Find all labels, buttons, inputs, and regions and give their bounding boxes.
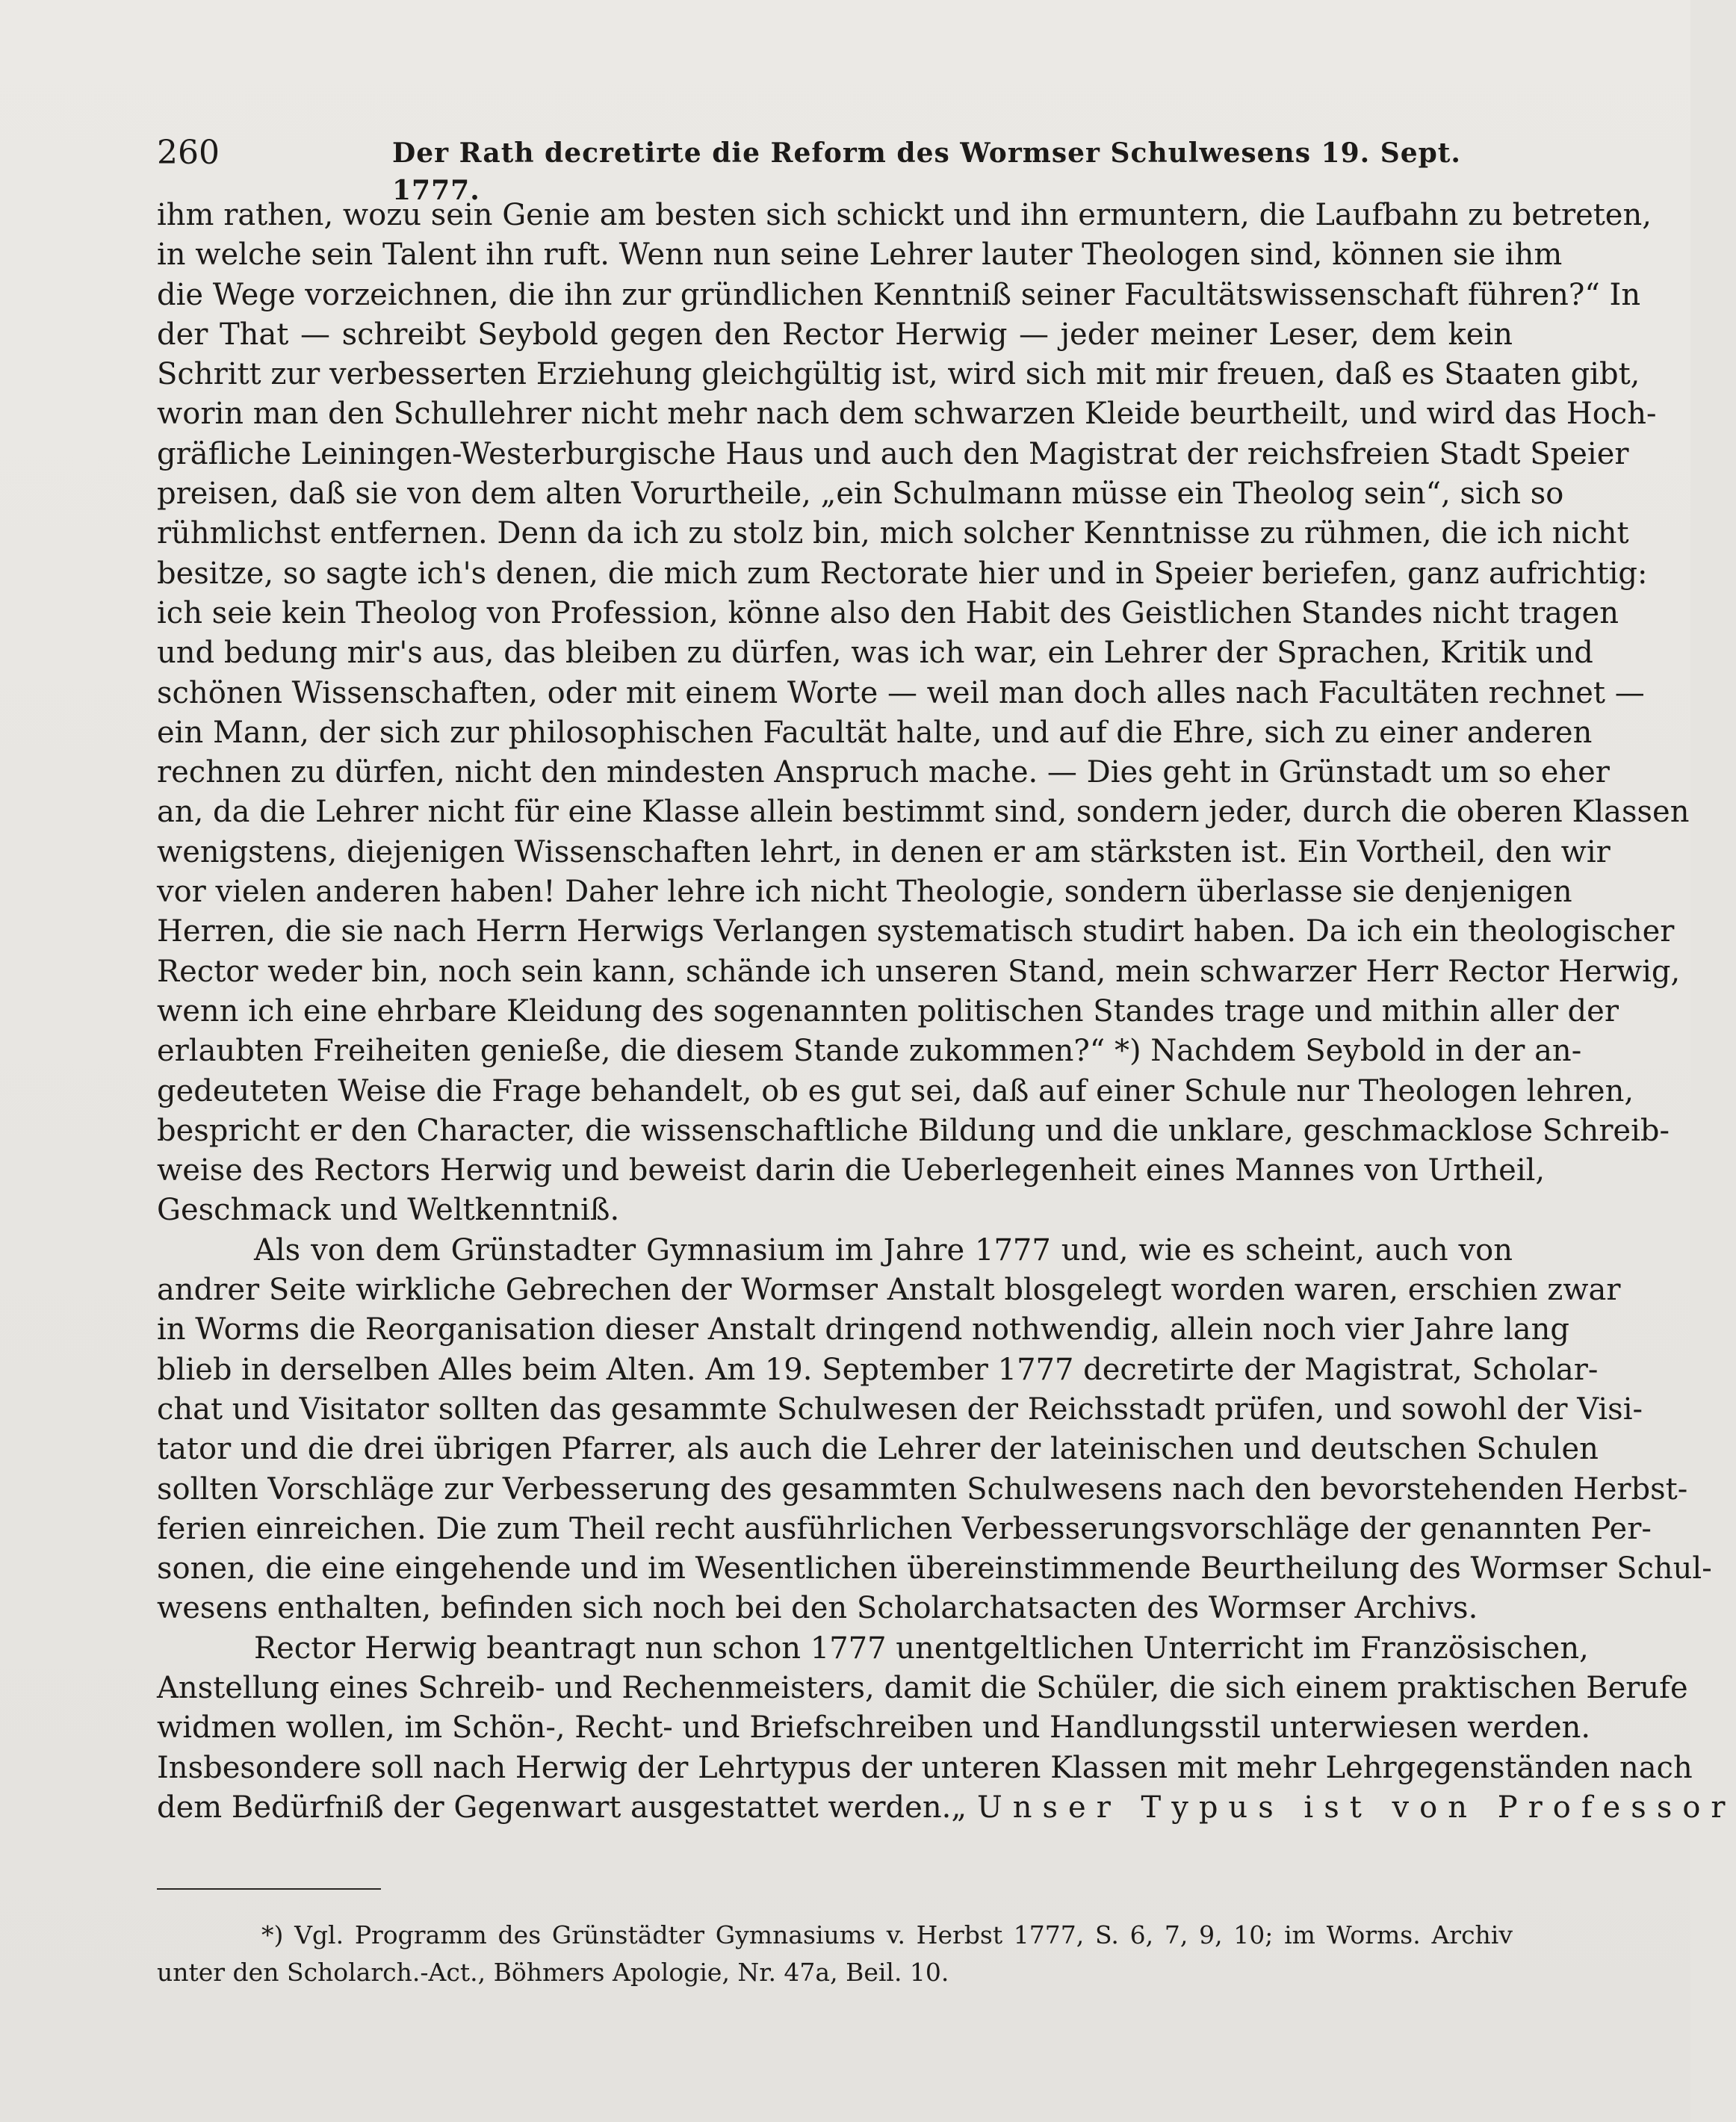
- body-text: [157, 196, 1736, 1828]
- text-line: in welche sein Talent ihn ruft. Wenn nun seine Lehrer lauter Theologen sind, können sie ihm: [157, 238, 1563, 273]
- text-line: an, da die Lehrer nicht für eine Klasse allein bestimmt sind, sondern jeder, durch die oberen Klassen: [157, 795, 1690, 830]
- text-line: Rector weder bin, noch sein kann, schände ich unseren Stand, mein schwarzer Herr Rector Herwig,: [157, 954, 1681, 989]
- spaced-quote: „Unser Typus ist von Professor: [951, 1790, 1736, 1825]
- text-line: ihm rathen, wozu sein Genie am besten sich schickt und ihn ermuntern, die Laufbahn zu betreten,: [157, 198, 1652, 232]
- text-line: schönen Wissenschaften, oder mit einem Worte — weil man doch alles nach Facultäten rechnet —: [157, 675, 1645, 710]
- text-line: gräfliche Leiningen-Westerburgische Haus und auch den Magistrat der reichsfreien Stadt Speier: [157, 436, 1629, 471]
- text-line: andrer Seite wirkliche Gebrechen der Wormser Anstalt blosgelegt worden waren, erschien zwar: [157, 1273, 1621, 1308]
- page-number: 260: [157, 134, 220, 172]
- text-line: Schritt zur verbesserten Erziehung gleichgültig ist, wird sich mit mir freuen, daß es Staaten gibt,: [157, 357, 1640, 392]
- footnote: [157, 1917, 1513, 1991]
- paragraph-start-line: Als von dem Grünstadter Gymnasium im Jahre 1777 und, wie es scheint, auch von: [254, 1232, 1513, 1268]
- footnote-rule: [157, 1888, 381, 1890]
- text-line: chat und Visitator sollten das gesammte Schulwesen der Reichsstadt prüfen, und sowohl der Visi-: [157, 1392, 1643, 1427]
- text-line: wenigstens, diejenigen Wissenschaften lehrt, in denen er am stärksten ist. Ein Vortheil, den wir: [157, 834, 1611, 869]
- running-head: Der Rath decretirte die Reform des Wormser Schulwesens 19. Sept. 1777.: [392, 137, 1461, 206]
- text-line: wenn ich eine ehrbare Kleidung des sogenannten politischen Standes trage und mithin aller der: [157, 993, 1619, 1029]
- text-line: vor vielen anderen haben! Daher lehre ich nicht Theologie, sondern überlasse sie denjenigen: [157, 875, 1572, 910]
- text-line: tator und die drei übrigen Pfarrer, als auch die Lehrer der lateinischen und deutschen Schulen: [157, 1432, 1599, 1467]
- text-line: wesens enthalten, befinden sich noch bei den Scholarchatsacten des Wormser Archivs.: [157, 1591, 1478, 1626]
- page-header: [157, 134, 1509, 206]
- text-line: sonen, die eine eingehende und im Wesentlichen übereinstimmende Beurtheilung des Wormser Schul-: [157, 1551, 1712, 1586]
- text-line: sollten Vorschläge zur Verbesserung des gesammten Schulwesens nach den bevorstehenden Herbst-: [157, 1471, 1688, 1507]
- text-line: ein Mann, der sich zur philosophischen Facultät halte, und auf die Ehre, sich zu einer anderen: [157, 715, 1593, 750]
- text-line: Anstellung eines Schreib- und Rechenmeisters, damit die Schüler, die sich einem praktischen Berufe: [157, 1670, 1688, 1705]
- text-line: der That — schreibt Seybold gegen den Rector Herwig — jeder meiner Leser, dem kein: [157, 317, 1513, 352]
- text-line-final: [157, 1788, 1736, 1828]
- paragraph-start-line: Rector Herwig beantragt nun schon 1777 unentgeltlichen Unterricht im Französischen,: [254, 1631, 1589, 1666]
- text-line: weise des Rectors Herwig und beweist darin die Ueberlegenheit eines Mannes von Urtheil,: [157, 1153, 1546, 1188]
- footnote-line: *) Vgl. Programm des Grünstädter Gymnasiums v. Herbst 1777, S. 6, 7, 9, 10; im Worms. Archiv: [261, 1920, 1513, 1949]
- text-line: rühmlichst entfernen. Denn da ich zu stolz bin, mich solcher Kenntnisse zu rühmen, die ich nicht: [157, 516, 1629, 551]
- text-line: ferien einreichen. Die zum Theil recht ausführlichen Verbesserungsvorschläge der genannten Per-: [157, 1511, 1652, 1546]
- text-line: blieb in derselben Alles beim Alten. Am 19. September 1777 decretirte der Magistrat, Scholar-: [157, 1352, 1599, 1387]
- text-line: die Wege vorzeichnen, die ihn zur gründlichen Kenntniß seiner Facultätswissenschaft führen?“ In: [157, 277, 1641, 312]
- text-line: preisen, daß sie von dem alten Vorurtheile, „ein Schulmann müsse ein Theolog sein“, sich so: [157, 477, 1564, 512]
- text-line: bespricht er den Character, die wissenschaftliche Bildung und die unklare, geschmacklose Schreib-: [157, 1113, 1670, 1148]
- text-line: in Worms die Reorganisation dieser Anstalt dringend nothwendig, allein noch vier Jahre lang: [157, 1312, 1569, 1347]
- text-line: Insbesondere soll nach Herwig der Lehrtypus der unteren Klassen mit mehr Lehrgegenständen nach: [157, 1750, 1693, 1785]
- text-line: besitze, so sagte ich's denen, die mich zum Rectorate hier und in Speier beriefen, ganz aufrichtig:: [157, 556, 1648, 591]
- footnote-line: unter den Scholarch.-Act., Böhmers Apologie, Nr. 47a, Beil. 10.: [157, 1958, 949, 1987]
- text-line-part: dem Bedürfniß der Gegenwart ausgestattet werden.: [157, 1790, 952, 1825]
- text-line: Geschmack und Weltkenntniß.: [157, 1193, 620, 1228]
- text-line: widmen wollen, im Schön-, Recht- und Briefschreiben und Handlungsstil unterwiesen werden.: [157, 1710, 1591, 1746]
- text-line: rechnen zu dürfen, nicht den mindesten Anspruch mache. — Dies geht in Grünstadt um so eher: [157, 755, 1610, 790]
- text-line: Herren, die sie nach Herrn Herwigs Verlangen systematisch studirt haben. Da ich ein theologischer: [157, 914, 1675, 949]
- text-line: worin man den Schullehrer nicht mehr nach dem schwarzen Kleide beurtheilt, und wird das Hoch-: [157, 397, 1657, 432]
- text-line: ich seie kein Theolog von Profession, könne also den Habit des Geistlichen Standes nicht tragen: [157, 595, 1619, 630]
- text-line: gedeuteten Weise die Frage behandelt, ob es gut sei, daß auf einer Schule nur Theologen lehren,: [157, 1073, 1634, 1108]
- text-line: erlaubten Freiheiten genieße, die diesem Stande zukommen?“ *) Nachdem Seybold in der an-: [157, 1034, 1582, 1069]
- text-line: und bedung mir's aus, das bleiben zu dürfen, was ich war, ein Lehrer der Sprachen, Kritik und: [157, 636, 1593, 671]
